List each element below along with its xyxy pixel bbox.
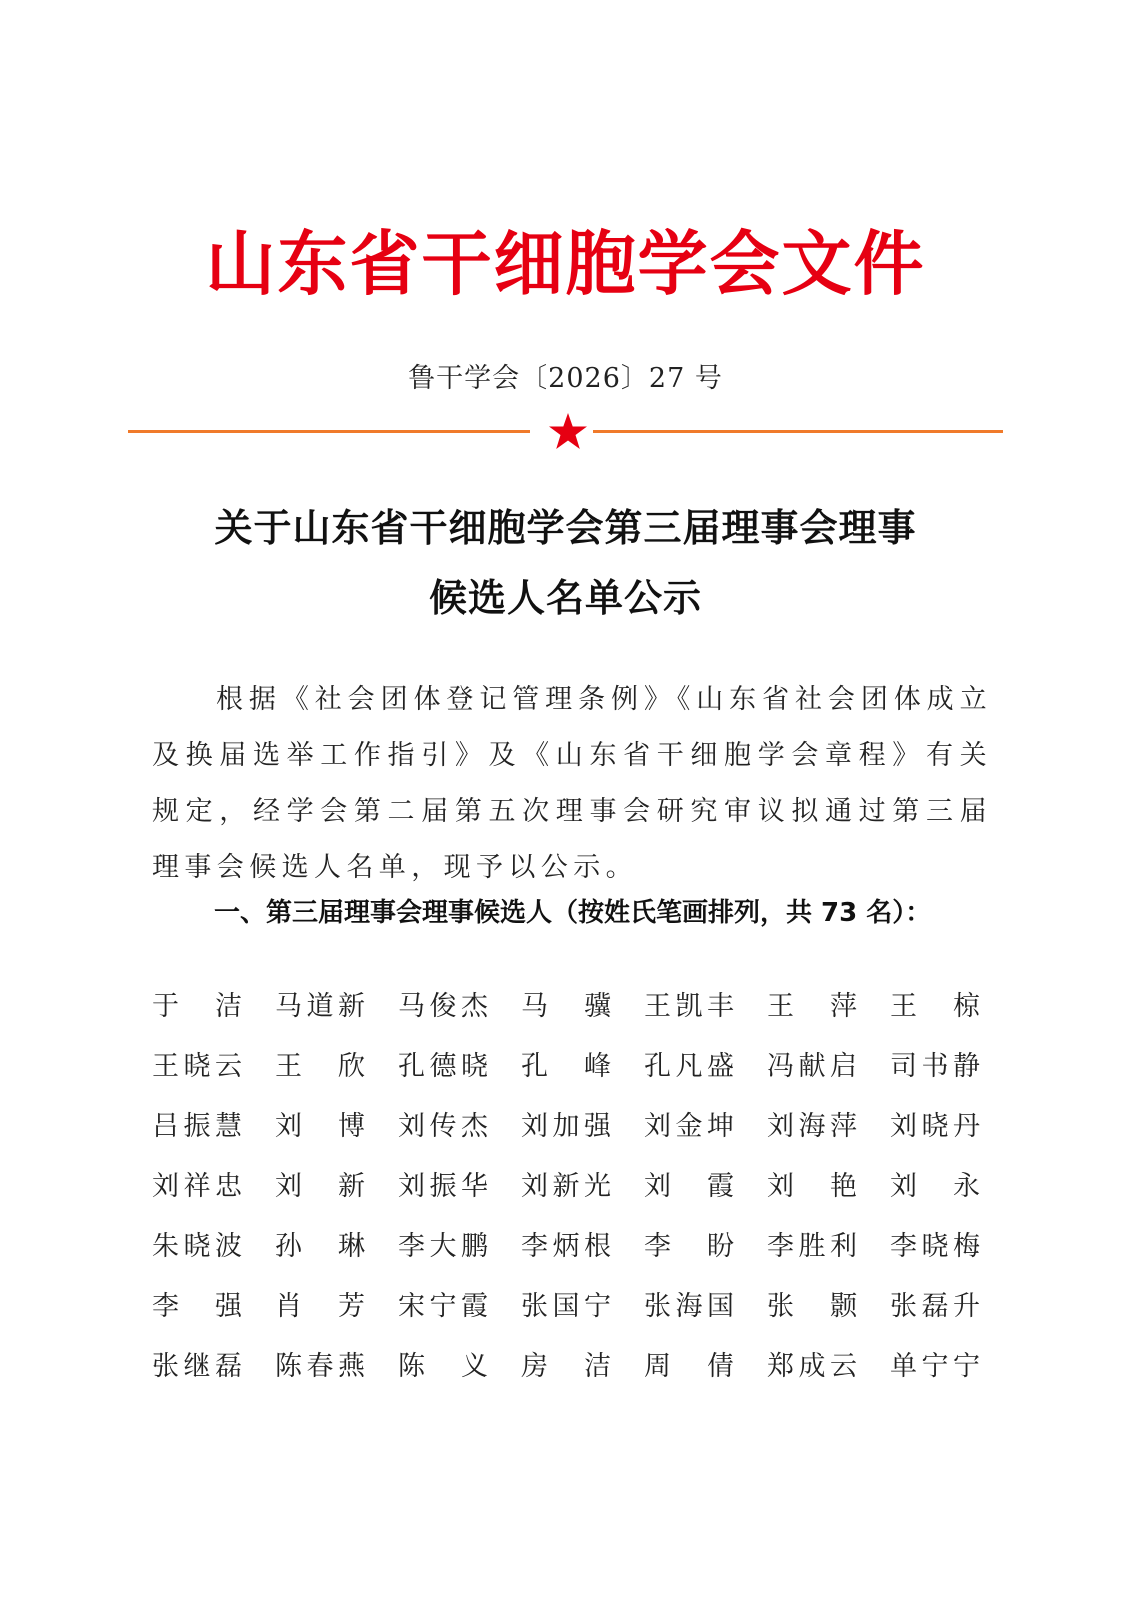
- candidate-name: 张 继 磊: [152, 1351, 242, 1382]
- candidate-name: 肖 芳: [275, 1291, 365, 1322]
- red-star-icon: [548, 412, 588, 450]
- candidate-name: 刘 加 强: [521, 1111, 611, 1142]
- candidate-name: 孔 峰: [521, 1051, 611, 1082]
- candidate-name: 朱 晓 波: [152, 1231, 242, 1262]
- candidate-name: 刘 霞: [644, 1171, 734, 1202]
- candidate-name: 郑 成 云: [767, 1351, 857, 1382]
- section-heading: 一、第三届理事会理事候选人（按姓氏笔画排列，共 73 名）：: [214, 898, 932, 928]
- candidate-name: 周 倩: [644, 1351, 734, 1382]
- candidate-name: 王 凯 丰: [644, 991, 734, 1022]
- candidate-name: 李 晓 梅: [890, 1231, 980, 1262]
- candidate-name: 张 海 国: [644, 1291, 734, 1322]
- divider-rule-left: [128, 430, 530, 433]
- candidate-name: 单 宁 宁: [890, 1351, 980, 1382]
- candidate-name: 王 椋: [890, 991, 980, 1022]
- candidate-name: 陈 春 燕: [275, 1351, 365, 1382]
- candidate-name: 刘 金 坤: [644, 1111, 734, 1142]
- candidate-name: 孔 凡 盛: [644, 1051, 734, 1082]
- candidate-name: 刘 海 萍: [767, 1111, 857, 1142]
- candidate-name: 冯 献 启: [767, 1051, 857, 1082]
- notice-title-line-2: 候选人名单公示: [428, 575, 702, 620]
- candidate-name: 马 俊 杰: [398, 991, 488, 1022]
- candidate-name: 李 胜 利: [767, 1231, 857, 1262]
- candidate-name: 司 书 静: [890, 1051, 980, 1082]
- candidate-name: 李 炳 根: [521, 1231, 611, 1262]
- candidate-name: 陈 义: [398, 1351, 488, 1382]
- document-number: 鲁干学会〔2026〕27 号: [408, 363, 723, 394]
- masthead-title: 山东省干细胞学会文件: [205, 222, 926, 305]
- candidate-name: 刘 振 华: [398, 1171, 488, 1202]
- candidate-name: 孔 德 晓: [398, 1051, 488, 1082]
- candidate-name: 张 国 宁: [521, 1291, 611, 1322]
- divider-rule-right: [593, 430, 1003, 433]
- candidate-name: 刘 永: [890, 1171, 980, 1202]
- candidate-name: 吕 振 慧: [152, 1111, 242, 1142]
- candidate-name: 于 洁: [152, 991, 242, 1022]
- candidate-name: 李 强: [152, 1291, 242, 1322]
- candidate-name: 张 磊 升: [890, 1291, 980, 1322]
- candidate-name: 宋 宁 霞: [398, 1291, 488, 1322]
- candidate-name: 王 萍: [767, 991, 857, 1022]
- candidate-name: 李 大 鹏: [398, 1231, 488, 1262]
- candidate-name: 房 洁: [521, 1351, 611, 1382]
- candidate-name: 刘 传 杰: [398, 1111, 488, 1142]
- candidate-name: 张 颢: [767, 1291, 857, 1322]
- intro-paragraph: 根据《社会团体登记管理条例》《山东省社会团体成立及换届选举工作指引》及《山东省干细胞学会章程》有关规定，经学会第二届第五次理事会研究审议拟通过第三届理事会候选人名单，现予以公示。: [152, 684, 992, 883]
- notice-title-line-1: 关于山东省干细胞学会第三届理事会理事: [214, 505, 917, 550]
- candidate-name: 王 欣: [275, 1051, 365, 1082]
- candidate-name: 孙 琳: [275, 1231, 365, 1262]
- candidate-name: 王 晓 云: [152, 1051, 242, 1082]
- candidate-name: 李 盼: [644, 1231, 734, 1262]
- candidate-name-list: [152, 990, 1013, 1410]
- candidate-name: 马 道 新: [275, 991, 365, 1022]
- candidate-name: 刘 艳: [767, 1171, 857, 1202]
- candidate-name: 刘 祥 忠: [152, 1171, 242, 1202]
- candidate-name: 刘 新 光: [521, 1171, 611, 1202]
- candidate-name: 刘 博: [275, 1111, 365, 1142]
- candidate-name: 马 骥: [521, 991, 611, 1022]
- candidate-name: 刘 新: [275, 1171, 365, 1202]
- candidate-name: 刘 晓 丹: [890, 1111, 980, 1142]
